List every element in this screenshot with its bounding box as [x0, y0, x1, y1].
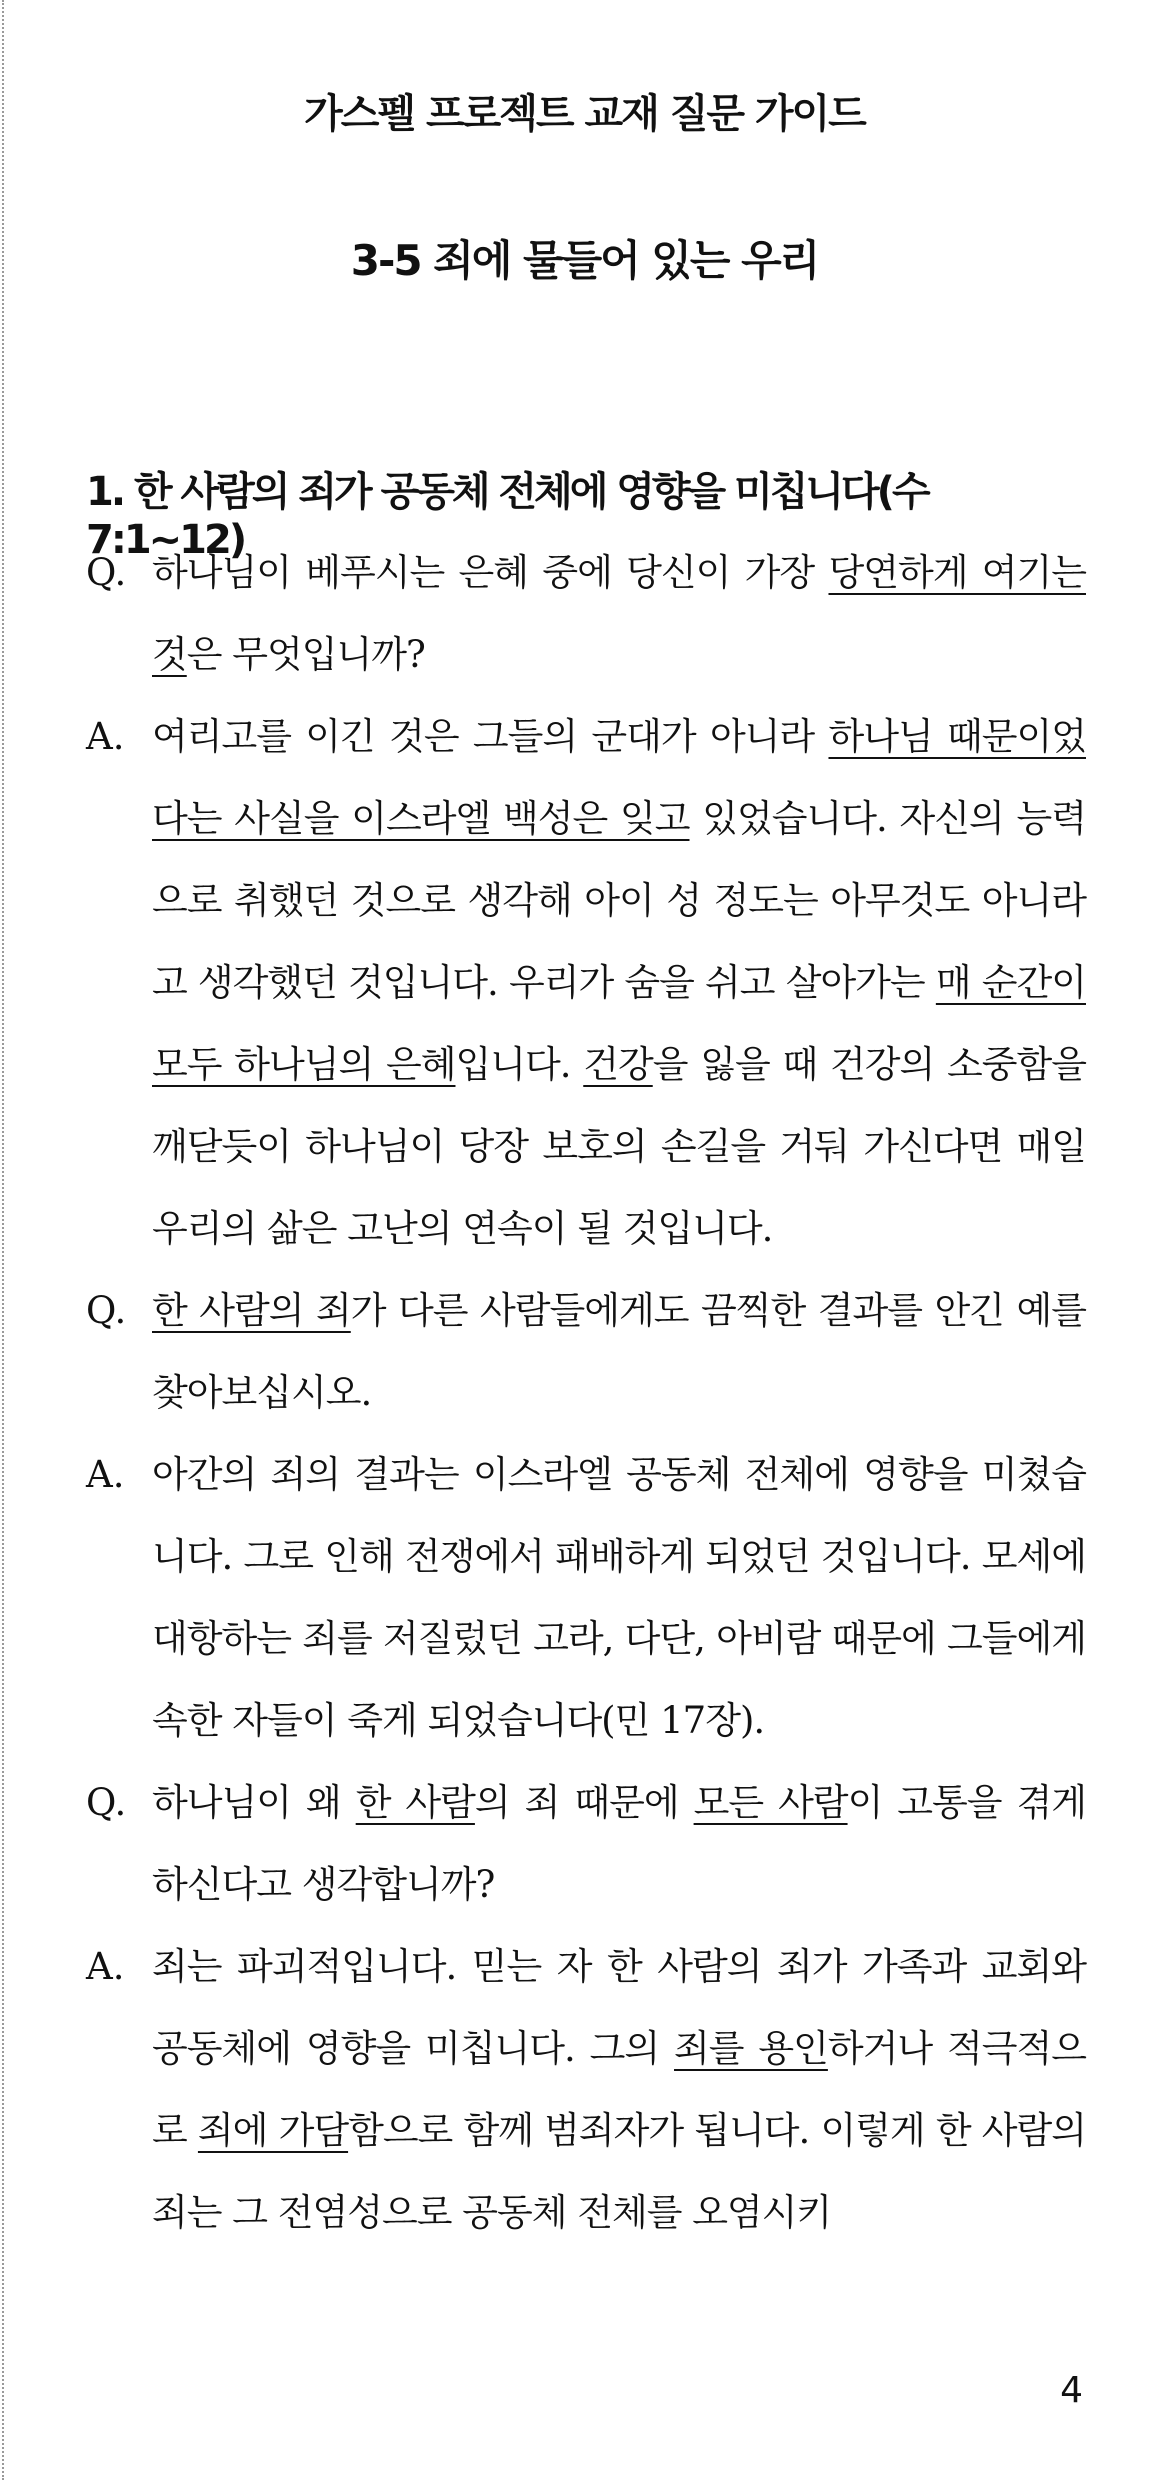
text-segment: 있었습니다. 자신의 능력으로 취했던 것으로 생각해 아이 성 정도는 아무것도 아니라고 생각했던 것입니다. 우리가 숨을 쉬고 살아가는	[152, 797, 1087, 1004]
text-segment: 이 고통을 겪게 하신다고 생각합니까?	[152, 1781, 1086, 1906]
underlined-segment: 당연하게 여기는 것	[152, 551, 1086, 676]
qa-text	[152, 1270, 1086, 1434]
text-segment: 죄는 파괴적입니다. 믿는 자 한 사람의 죄가 가족과 교회와 공동체에 영향을 미칩니다. 그의	[152, 1945, 1086, 2070]
page-number: 4	[1060, 2370, 1083, 2411]
underlined-segment: 모든 사람	[693, 1781, 848, 1824]
underlined-segment: 죄에 가담	[197, 2109, 349, 2152]
text-segment: 가 다른 사람들에게도 끔찍한 결과를 안긴 예를 찾아보십시오.	[152, 1289, 1087, 1414]
document-title: 가스펠 프로젝트 교재 질문 가이드	[304, 91, 865, 137]
question-item	[86, 1762, 1086, 1926]
answer-item	[86, 1434, 1086, 1762]
text-segment: 입니다.	[455, 1043, 584, 1086]
underlined-segment: 하나님 때문이었다는 사실을 이스라엘 백성은 잊고	[152, 715, 1086, 840]
section-heading: 1. 한 사람의 죄가 공동체 전체에 영향을 미칩니다(수 7:1~12)	[86, 469, 928, 563]
text-segment: 을 잃을 때 건강의 소중함을 깨닫듯이 하나님이 당장 보호의 손길을 거둬 가신다면 매일 우리의 삶은 고난의 연속이 될 것입니다.	[152, 1043, 1086, 1250]
text-segment: 하거나 적극적으로	[152, 2027, 1086, 2152]
question-item	[86, 1270, 1086, 1434]
text-segment: 여리고를 이긴 것은 그들의 군대가 아니라	[152, 715, 829, 758]
underlined-segment: 한 사람	[355, 1781, 475, 1824]
underlined-segment: 매 순간이 모두 하나님의 은혜	[152, 961, 1086, 1086]
text-segment: 의 죄 때문에	[474, 1781, 694, 1824]
text-segment: 아간의 죄의 결과는 이스라엘 공동체 전체에 영향을 미쳤습니다. 그로 인해 전쟁에서 패배하게 되었던 것입니다. 모세에 대항하는 죄를 저질렀던 고라, 다단, 아비람 때문에 그들에게 속한 자들이 죽게 되었습니다(민 17장).	[152, 1453, 1086, 1742]
underlined-segment: 죄를 용인	[674, 2027, 828, 2070]
qa-marker: Q.	[86, 551, 127, 594]
qa-marker: Q.	[86, 1781, 127, 1824]
qa-marker: A.	[86, 1945, 125, 1988]
question-item	[86, 532, 1086, 696]
qa-marker: Q.	[86, 1289, 127, 1332]
text-segment: 은 무엇입니까?	[186, 633, 425, 676]
qa-marker: A.	[86, 715, 125, 758]
text-segment: 하나님이 베푸시는 은혜 중에 당신이 가장	[152, 551, 829, 594]
qa-text	[152, 696, 1086, 1270]
answer-item	[86, 696, 1086, 1270]
qa-text	[152, 532, 1086, 696]
qa-text	[152, 1926, 1086, 2254]
text-segment: 하나님이 왜	[152, 1781, 356, 1824]
qa-text	[152, 1434, 1086, 1762]
qa-text	[152, 1762, 1086, 1926]
qa-marker: A.	[86, 1453, 125, 1496]
text-segment: 함으로 함께 범죄자가 됩니다. 이렇게 한 사람의 죄는 그 전염성으로 공동체 전체를 오염시키	[152, 2109, 1086, 2234]
underlined-segment: 한 사람의 죄	[152, 1289, 351, 1332]
lesson-subtitle: 3-5 죄에 물들어 있는 우리	[350, 236, 819, 285]
qa-list	[86, 532, 1086, 2254]
underlined-segment: 건강	[583, 1043, 653, 1086]
answer-item	[86, 1926, 1086, 2254]
